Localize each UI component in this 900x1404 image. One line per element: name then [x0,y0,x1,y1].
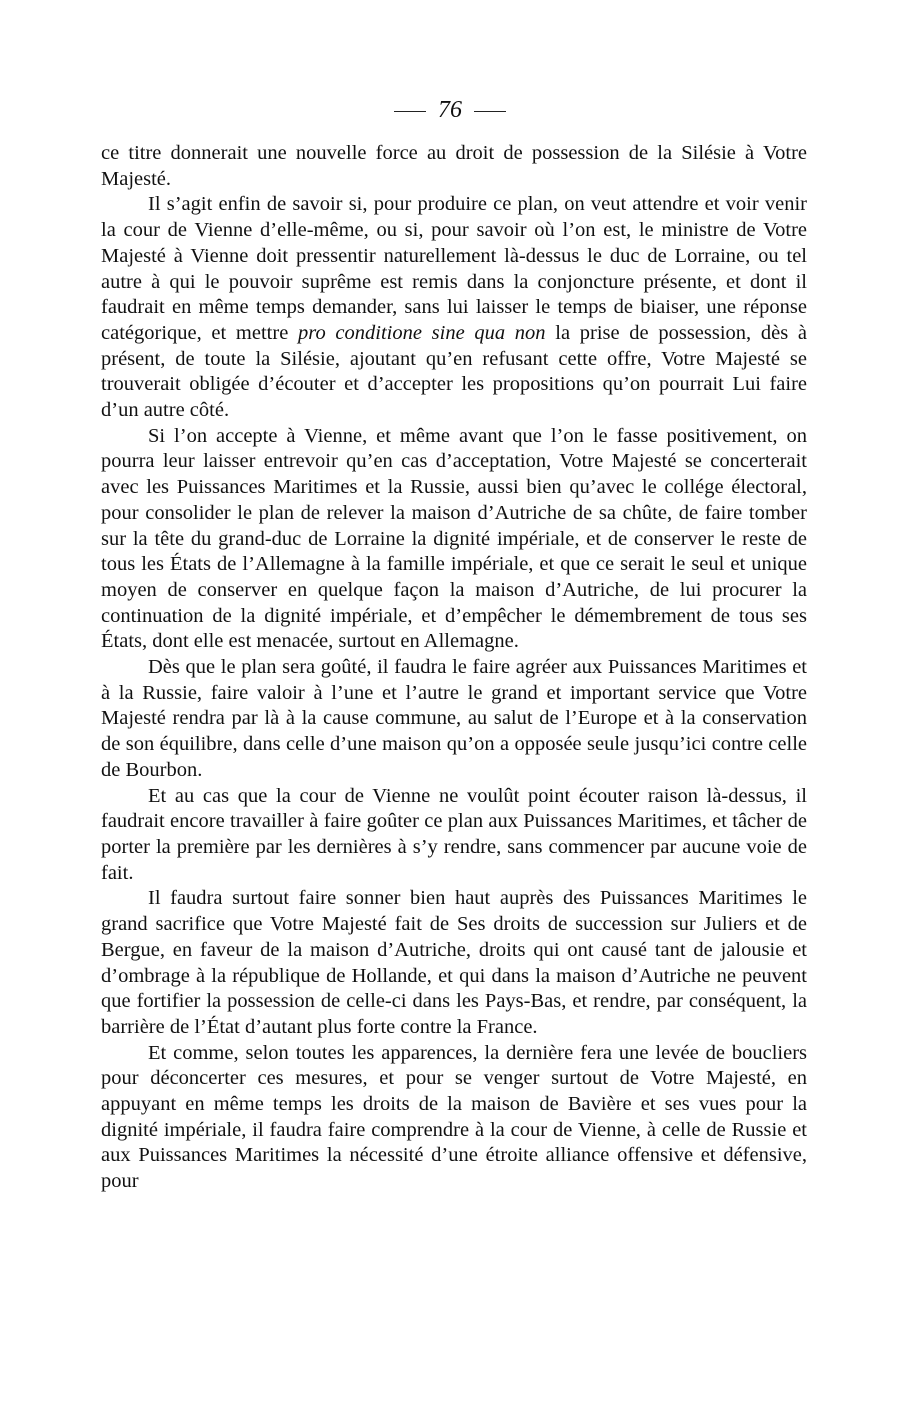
left-rule [394,111,426,112]
page-number: 76 [438,97,462,123]
paragraph: Et comme, selon toutes les apparences, la dernière fera une levée de boucliers pour déconcerter ces mesures, et pour se venger surtout de Votre Majesté, en appuyant en même temps les droits de la maison de Bavière et ses vues pour la dignité impériale, il faudra faire comprendre à la cour de Vienne, à celle de Russie et aux Puissances Maritimes la nécessité d’une étroite alliance offensive et défensive, pour [101,1041,807,1193]
paragraph: Il faudra surtout faire sonner bien haut auprès des Puissances Maritimes le grand sacrifice que Votre Majesté fait de Ses droits de succession sur Juliers et de Bergue, en faveur de la maison d’Autriche, droits qui ont causé tant de jalousie et d’ombrage à la république de Hollande, et qui dans la maison d’Autriche ne peuvent que fortifier la possession de celle-ci dans les Pays-Bas, et rendre, par conséquent, la barrière de l’État d’autant plus forte contre la France. [101,887,807,1038]
body-text [101,141,807,1195]
paragraph: ce titre donnerait une nouvelle force au droit de possession de la Silésie à Votre Majesté. [101,142,807,190]
latin-phrase: pro conditione sine qua non [298,321,546,344]
paragraph: Dès que le plan sera goûté, il faudra le faire agréer aux Puissances Maritimes et à la Russie, faire valoir à l’une et l’autre le grand et important service que Votre Majesté rendra par là à la cause commune, au salut de l’Europe et à la conservation de son équilibre, dans celle d’une maison qu’on a opposée seule jusqu’ici contre celle de Bourbon. [101,656,807,781]
paragraph: Si l’on accepte à Vienne, et même avant que l’on le fasse positivement, on pourra leur laisser entrevoir qu’en cas d’acceptation, Votre Majesté se concerterait avec les Puissances Maritimes et la Russie, aussi bien qu’avec le collége électoral, pour consolider le plan de relever la maison d’Autriche de sa chûte, de faire tomber sur la tête du grand-duc de Lorraine la dignité impériale, et de conserver le reste de tous les États de l’Allemagne à la famille impériale, et que ce serait le seul et unique moyen de conserver en quelque façon la maison d’Autriche, de lui procurer la continuation de la dignité impériale, et d’empêcher le démembrement de tous ses États, dont elle est menacée, surtout en Allemagne. [101,424,807,653]
right-rule [474,111,506,112]
paragraph: Il s’agit enfin de savoir si, pour produire ce plan, on veut attendre et voir venir la cour de Vienne d’elle-même, ou si, pour savoir où l’on est, le ministre de Votre Majesté à Vienne doit pressentir naturellement là-dessus le duc de Lorraine, ou tel autre à qui le pouvoir suprême est remis dans la conjoncture présente, et dont il faudrait en même temps demander, sans lui laisser le temps de biaiser, une réponse catégorique, et mettre pro conditione sine qua non la prise de possession, dès à présent, de toute la Silésie, ajoutant qu’en refusant cette offre, Votre Majesté se trouverait obligée d’écouter et d’accepter les propositions qu’on pourrait Lui faire d’un autre côté. [101,193,807,422]
page-number-header [0,95,900,125]
paragraph: Et au cas que la cour de Vienne ne voulût point écouter raison là-dessus, il faudrait encore travailler à faire goûter ce plan aux Puissances Maritimes, et tâcher de porter la première par les dernières à s’y rendre, sans commencer par aucune voie de fait. [101,784,807,884]
